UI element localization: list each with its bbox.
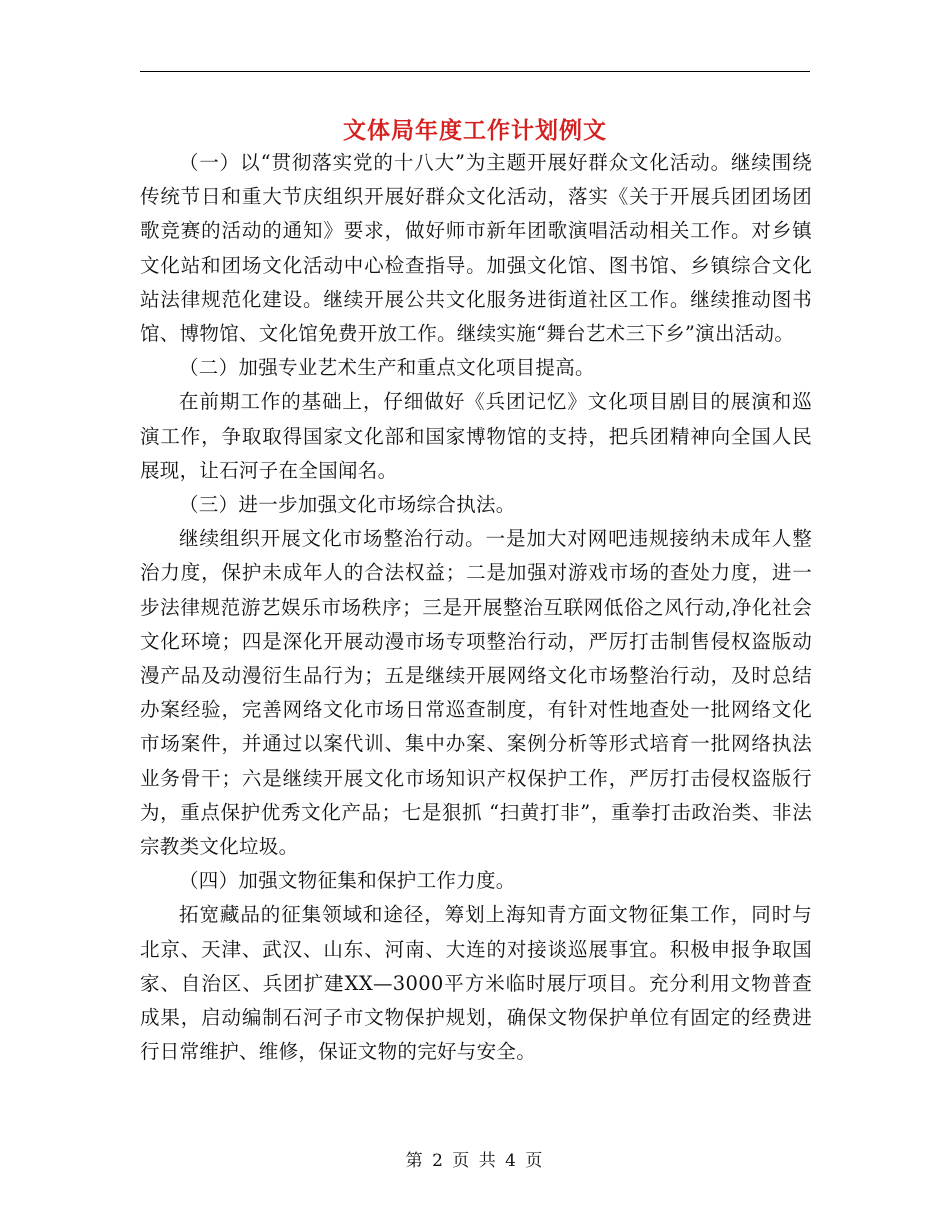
document-title: 文体局年度工作计划例文 <box>343 117 607 144</box>
paragraph-3: 在前期工作的基础上，仔细做好《兵团记忆》文化项目剧目的展演和巡演工作，争取取得国家文化部和国家博物馆的支持，把兵团精神向全国人民展现，让石河子在全国闻名。 <box>140 390 812 482</box>
paragraph-4: （三）进一步加强文化市场综合执法。 <box>179 493 516 517</box>
paragraph-6: （四）加强文物征集和保护工作力度。 <box>179 869 516 893</box>
paragraph-5: 继续组织开展文化市场整治行动。一是加大对网吧违规接纳未成年人整治力度，保护未成年人的合法权益；二是加强对游戏市场的查处力度，进一步法律规范游艺娱乐市场秩序；三是开展整治互联网低俗之风行动,净化社会文化环境；四是深化开展动漫市场专项整治行动，严厉打击制售侵权盗版动漫产品及动漫衍生品行为；五是继续开展网络文化市场整治行动，及时总结办案经验，完善网络文化市场日常巡查制度，有针对性地查处一批网络文化市场案件，并通过以案代训、集中办案、案例分析等形式培育一批网络执法业务骨干；六是继续开展文化市场知识产权保护工作，严厉打击侵权盗版行为，重点保护优秀文化产品；七是狠抓 “扫黄打非”，重拳打击政治类、非法宗教类文化垃圾。 <box>140 527 812 859</box>
paragraph-2: （二）加强专业艺术生产和重点文化项目提高。 <box>179 356 595 380</box>
paragraph-7: 拓宽藏品的征集领域和途径，筹划上海知青方面文物征集工作，同时与北京、天津、武汉、山东、河南、大连的对接谈巡展事宜。积极申报争取国家、自治区、兵团扩建XX—3000平方米临时展厅项目。充分利用文物普查成果，启动编制石河子市文物保护规划，确保文物保护单位有固定的经费进行日常维护、维修，保证文物的完好与安全。 <box>140 903 812 1064</box>
header-rule <box>140 71 810 72</box>
paragraph-1: （一）以“贯彻落实党的十八大”为主题开展好群众文化活动。继续围绕传统节日和重大节庆组织开展好群众文化活动，落实《关于开展兵团团场团歌竞赛的活动的通知》要求，做好师市新年团歌演唱活动相关工作。对乡镇文化站和团场文化活动中心检查指导。加强文化馆、图书馆、乡镇综合文化站法律规范化建设。继续开展公共文化服务进街道社区工作。继续推动图书馆、博物馆、文化馆免费开放工作。继续实施“舞台艺术三下乡”演出活动。 <box>140 151 812 346</box>
document-body <box>140 146 812 1069</box>
page-footer: 第 2 页 共 4 页 <box>405 1151 545 1171</box>
